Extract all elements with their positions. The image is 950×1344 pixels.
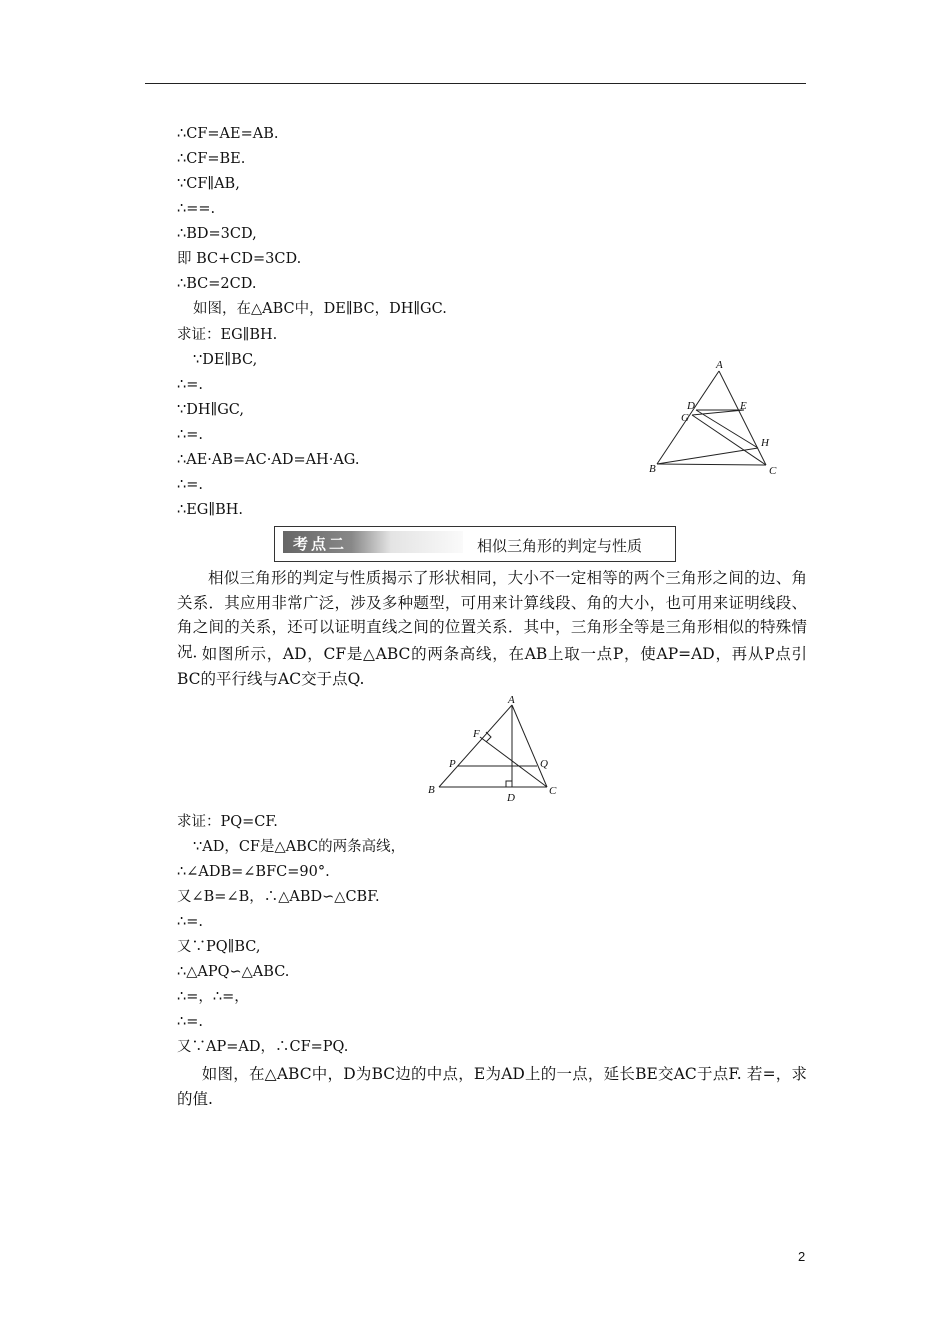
proof1-line-7: ∴BC=2CD. bbox=[177, 276, 257, 292]
problem3-step-2: ∴∠ADB=∠BFC=90°. bbox=[177, 864, 330, 880]
label-F: F bbox=[473, 728, 480, 740]
label-Q: Q bbox=[540, 758, 548, 770]
problem2-step-1: ∵DE∥BC, bbox=[193, 352, 258, 368]
section-tag-label: 考点二 bbox=[293, 535, 348, 553]
label-B: B bbox=[649, 463, 656, 475]
problem3-statement: 如图所示，AD，CF是△ABC的两条高线，在AB上取一点P，使AP=AD，再从P点引BC的平行线与AC交于点Q. bbox=[177, 645, 807, 688]
label-H: H bbox=[761, 437, 769, 449]
problem3-step-8: ∴=. bbox=[177, 1014, 203, 1030]
proof1-line-3: ∵CF∥AB, bbox=[177, 176, 240, 192]
label-P: P bbox=[449, 758, 456, 770]
problem2-step-7: ∴EG∥BH. bbox=[177, 502, 244, 518]
label-C: C bbox=[549, 785, 557, 797]
problem3-step-3: 又∠B=∠B，∴△ABD∽△CBF. bbox=[177, 889, 380, 905]
label-A: A bbox=[508, 694, 515, 706]
section-tag bbox=[283, 531, 463, 553]
proof1-line-4: ∴==. bbox=[177, 201, 216, 217]
problem2-step-3: ∵DH∥GC, bbox=[177, 402, 244, 418]
intro-paragraph: 相似三角形的判定与性质揭示了形状相同，大小不一定相等的两个三角形之间的边、角关系．其应用非常广泛，涉及多种题型，可用来计算线段、角的大小，也可用来证明线段、角之间的关系，还可以证明直线之间的位置关系．其中，三角形全等是三角形相似的特殊情况． bbox=[177, 569, 807, 661]
section-header bbox=[274, 526, 676, 562]
label-B: B bbox=[428, 784, 435, 796]
label-D: D bbox=[687, 400, 695, 412]
page-number: 2 bbox=[798, 1249, 806, 1264]
proof1-line-5: ∴BD=3CD, bbox=[177, 226, 257, 242]
problem3-step-4: ∴=. bbox=[177, 914, 203, 930]
problem2-prove: 求证：EG∥BH. bbox=[177, 327, 278, 343]
header-rule bbox=[145, 83, 806, 84]
label-D: D bbox=[507, 792, 515, 804]
proof1-line-6: 即 BC+CD=3CD. bbox=[177, 251, 302, 267]
proof1-line-2: ∴CF=BE. bbox=[177, 151, 246, 167]
label-E: E bbox=[740, 400, 747, 412]
problem3-step-9: 又∵AP=AD，∴CF=PQ. bbox=[177, 1039, 349, 1055]
problem3-step-6: ∴△APQ∽△ABC. bbox=[177, 964, 290, 980]
problem2-step-4: ∴=. bbox=[177, 427, 203, 443]
section-title: 相似三角形的判定与性质 bbox=[477, 537, 643, 555]
problem4-statement: 如图，在△ABC中，D为BC边的中点，E为AD上的一点，延长BE交AC于点F. 若=，求的值. bbox=[177, 1065, 807, 1108]
problem3-step-5: 又∵PQ∥BC, bbox=[177, 939, 261, 955]
proof1-line-1: ∴CF=AE=AB. bbox=[177, 126, 279, 142]
figure-triangle-deghc bbox=[640, 355, 790, 485]
problem3-prove: 求证：PQ=CF. bbox=[177, 814, 278, 830]
figure-triangle-altitudes bbox=[420, 692, 570, 804]
label-G: G bbox=[681, 412, 689, 424]
label-C: C bbox=[769, 465, 777, 477]
problem2-statement: 如图，在△ABC中，DE∥BC，DH∥GC. bbox=[193, 301, 447, 317]
problem2-step-5: ∴AE·AB=AC·AD=AH·AG. bbox=[177, 452, 360, 468]
label-A: A bbox=[716, 359, 723, 371]
problem3-step-1: ∵AD，CF是△ABC的两条高线， bbox=[193, 839, 406, 855]
problem2-step-2: ∴=. bbox=[177, 377, 203, 393]
problem3-step-7: ∴=，∴=， bbox=[177, 989, 249, 1005]
problem2-step-6: ∴=. bbox=[177, 477, 203, 493]
